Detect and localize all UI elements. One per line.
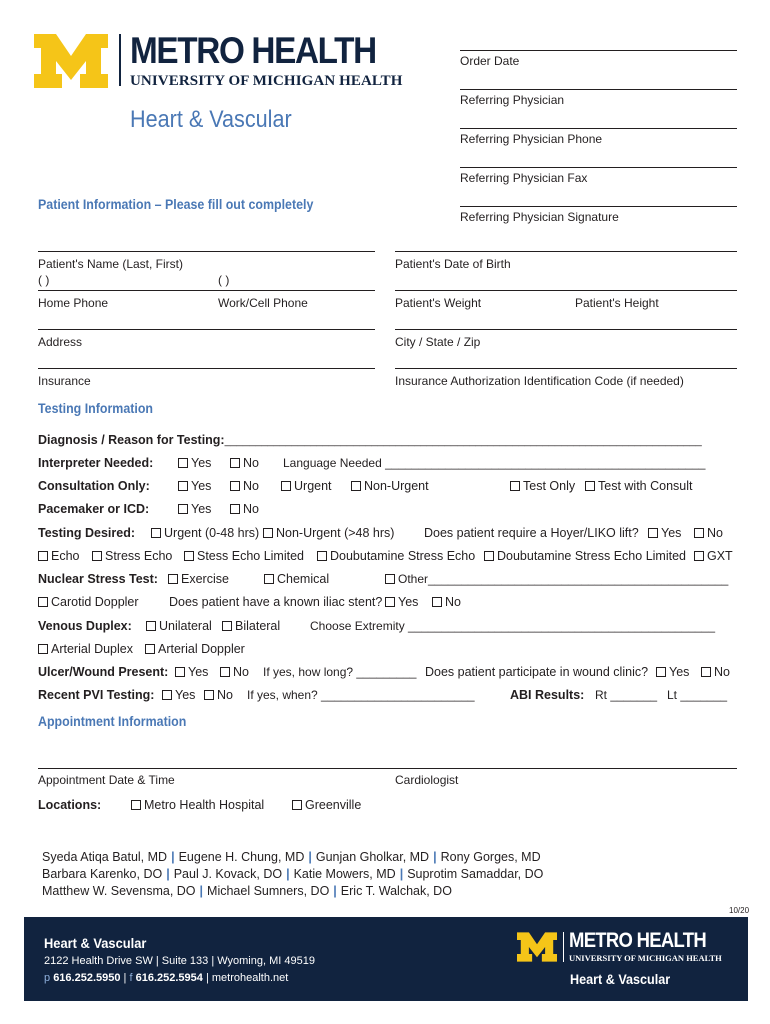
patient-weight-label: Patient's Weight <box>395 296 482 310</box>
footer-banner <box>24 917 748 1001</box>
gxt-option[interactable]: GXT <box>694 549 733 563</box>
pvi-label: Recent PVI Testing: <box>38 688 155 702</box>
iliac-question: Does patient have a known iliac stent? <box>169 595 383 609</box>
footer-contact: p 616.252.5950 | f 616.252.5954 | metrohealth.net <box>44 972 289 984</box>
carotid-doppler-option[interactable]: Carotid Doppler <box>38 595 139 609</box>
footer-sub-brand: UNIVERSITY OF MICHIGAN HEALTH <box>569 953 722 963</box>
test-with-consult-option[interactable]: Test with Consult <box>585 479 692 493</box>
ulcer-yes-option[interactable]: Yes <box>175 665 208 679</box>
checkbox[interactable] <box>432 597 442 607</box>
hoyer-no-option[interactable]: No <box>694 526 723 540</box>
footer-website-link[interactable]: metrohealth.net <box>211 972 289 984</box>
language-field[interactable]: Language Needed ________________________________________________ <box>283 456 706 470</box>
physician-list-row: Matthew W. Sevensma, DO | Michael Sumners, DO | Eric T. Walchak, DO <box>42 884 452 898</box>
checkbox[interactable] <box>131 800 141 810</box>
consultation-yes-option[interactable]: Yes <box>178 479 211 493</box>
block-m-icon <box>517 932 557 962</box>
checkbox[interactable] <box>220 667 230 677</box>
consultation-non-urgent-option[interactable]: Non-Urgent <box>351 479 429 493</box>
location-greenville-option[interactable]: Greenville <box>292 798 361 812</box>
arterial-doppler-option[interactable]: Arterial Doppler <box>145 642 245 656</box>
physician-phone-label: Referring Physician Phone <box>460 132 603 146</box>
testing-section-title: Testing Information <box>38 401 153 416</box>
brand-name: METRO HEALTH <box>130 30 376 71</box>
pacemaker-yes-option[interactable]: Yes <box>178 502 211 516</box>
testing-desired-label: Testing Desired: <box>38 526 136 540</box>
cardiologist-label: Cardiologist <box>395 773 459 787</box>
hoyer-yes-option[interactable]: Yes <box>648 526 681 540</box>
logo-divider <box>119 34 121 86</box>
nuclear-label: Nuclear Stress Test: <box>38 572 158 586</box>
physician-list-row: Syeda Atiqa Batul, MD | Eugene H. Chung, MD | Gunjan Gholkar, MD | Rony Gorges, MD <box>42 850 541 864</box>
work-phone-label: Work/Cell Phone <box>218 296 308 310</box>
consultation-label: Consultation Only: <box>38 479 150 493</box>
physician-fax-label: Referring Physician Fax <box>460 171 588 185</box>
auth-code-label: Insurance Authorization Identification Code (if needed) <box>395 374 684 388</box>
abi-lt-field[interactable]: Lt _______ <box>667 688 728 702</box>
footer-logo-divider <box>563 932 564 962</box>
checkbox[interactable] <box>184 551 194 561</box>
pacemaker-no-option[interactable]: No <box>230 502 259 516</box>
extremity-field[interactable]: Choose Extremity ______________________________________________ <box>310 619 716 633</box>
ulcer-no-option[interactable]: No <box>220 665 249 679</box>
footer-brand: METRO HEALTH <box>569 929 706 952</box>
ulcer-label: Ulcer/Wound Present: <box>38 665 169 679</box>
checkbox[interactable] <box>230 481 240 491</box>
interpreter-no-option[interactable]: No <box>230 456 259 470</box>
checkbox[interactable] <box>178 504 188 514</box>
location-metro-hospital-option[interactable]: Metro Health Hospital <box>131 798 264 812</box>
urgent-hrs-option[interactable]: Urgent (0-48 hrs) <box>151 526 259 540</box>
dobutamine-limited-option[interactable]: Doubutamine Stress Echo Limited <box>484 549 686 563</box>
hoyer-question: Does patient require a Hoyer/LIKO lift? <box>424 526 639 540</box>
checkbox[interactable] <box>585 481 595 491</box>
iliac-yes-option[interactable]: Yes <box>385 595 418 609</box>
checkbox[interactable] <box>162 690 172 700</box>
footer-address: 2122 Health Drive SW | Suite 133 | Wyoming, MI 49519 <box>44 955 315 967</box>
footer-fax: 616.252.5954 <box>135 972 203 984</box>
abi-rt-field[interactable]: Rt _______ <box>595 688 658 702</box>
checkbox[interactable] <box>484 551 494 561</box>
checkbox[interactable] <box>656 667 666 677</box>
checkbox[interactable] <box>694 528 704 538</box>
footer-logo <box>517 932 557 962</box>
diagnosis-label: Diagnosis / Reason for Testing: <box>38 433 225 447</box>
test-only-option[interactable]: Test Only <box>510 479 575 493</box>
iliac-no-option[interactable]: No <box>432 595 461 609</box>
patient-name-label: Patient's Name (Last, First) <box>38 257 183 271</box>
checkbox[interactable] <box>178 458 188 468</box>
footer-phone[interactable]: 616.252.5950 <box>53 972 121 984</box>
ulcer-how-long-field[interactable]: If yes, how long? _________ <box>263 665 417 679</box>
diagnosis-field[interactable]: ______________________________________________________________________________ <box>224 435 702 447</box>
checkbox[interactable] <box>317 551 327 561</box>
pvi-yes-option[interactable]: Yes <box>162 688 195 702</box>
interpreter-yes-option[interactable]: Yes <box>178 456 211 470</box>
consultation-urgent-option[interactable]: Urgent <box>281 479 332 493</box>
physician-list-row: Barbara Karenko, DO | Paul J. Kovack, DO | Katie Mowers, MD | Suprotim Samaddar, DO <box>42 867 544 881</box>
checkbox[interactable] <box>168 574 178 584</box>
checkbox[interactable] <box>92 551 102 561</box>
stress-echo-option[interactable]: Stress Echo <box>92 549 172 563</box>
interpreter-label: Interpreter Needed: <box>38 456 154 470</box>
arterial-duplex-option[interactable]: Arterial Duplex <box>38 642 133 656</box>
checkbox[interactable] <box>146 621 156 631</box>
wound-clinic-yes-option[interactable]: Yes <box>656 665 689 679</box>
pacemaker-label: Pacemaker or ICD: <box>38 502 150 516</box>
checkbox[interactable] <box>175 667 185 677</box>
venous-label: Venous Duplex: <box>38 619 132 633</box>
pvi-no-option[interactable]: No <box>204 688 233 702</box>
echo-option[interactable]: Echo <box>38 549 80 563</box>
checkbox[interactable] <box>38 597 48 607</box>
checkbox[interactable] <box>222 621 232 631</box>
unilateral-option[interactable]: Unilateral <box>146 619 212 633</box>
patient-height-label: Patient's Height <box>575 296 659 310</box>
block-m-icon <box>34 34 108 88</box>
footer-title: Heart & Vascular <box>44 935 147 951</box>
checkbox[interactable] <box>694 551 704 561</box>
checkbox[interactable] <box>230 504 240 514</box>
patient-dob-label: Patient's Date of Birth <box>395 257 511 271</box>
checkbox[interactable] <box>38 551 48 561</box>
logo <box>34 34 108 88</box>
abi-label: ABI Results: <box>510 688 585 702</box>
checkbox[interactable] <box>151 528 161 538</box>
appointment-date-label: Appointment Date & Time <box>38 773 175 787</box>
brand-subtitle: UNIVERSITY OF MICHIGAN HEALTH <box>130 73 403 89</box>
checkbox[interactable] <box>264 574 274 584</box>
checkbox[interactable] <box>38 644 48 654</box>
referring-physician-label: Referring Physician <box>460 93 565 107</box>
appointment-section-title: Appointment Information <box>38 714 187 729</box>
order-date-label: Order Date <box>460 54 520 68</box>
checkbox[interactable] <box>385 574 395 584</box>
other-option[interactable]: Other_____________________________________________ <box>385 572 728 586</box>
pvi-when-field[interactable]: If yes, when? _______________________ <box>247 688 475 702</box>
bilateral-option[interactable]: Bilateral <box>222 619 280 633</box>
home-phone-area-code: ( ) <box>38 273 50 287</box>
non-urgent-hrs-option[interactable]: Non-Urgent (>48 hrs) <box>263 526 394 540</box>
stress-echo-limited-option[interactable]: Stess Echo Limited <box>184 549 304 563</box>
chemical-option[interactable]: Chemical <box>264 572 329 586</box>
checkbox[interactable] <box>263 528 273 538</box>
revision-date: 10/20 <box>729 906 750 915</box>
checkbox[interactable] <box>145 644 155 654</box>
locations-label: Locations: <box>38 798 102 812</box>
city-label: City / State / Zip <box>395 335 481 349</box>
wound-clinic-no-option[interactable]: No <box>701 665 730 679</box>
physician-signature-label: Referring Physician Signature <box>460 210 619 224</box>
checkbox[interactable] <box>292 800 302 810</box>
consultation-no-option[interactable]: No <box>230 479 259 493</box>
checkbox[interactable] <box>648 528 658 538</box>
checkbox[interactable] <box>701 667 711 677</box>
checkbox[interactable] <box>281 481 291 491</box>
checkbox[interactable] <box>385 597 395 607</box>
address-label: Address <box>38 335 83 349</box>
work-phone-area-code: ( ) <box>218 273 230 287</box>
wound-clinic-question: Does patient participate in wound clinic? <box>425 665 649 679</box>
insurance-label: Insurance <box>38 374 91 388</box>
dobutamine-option[interactable]: Doubutamine Stress Echo <box>317 549 475 563</box>
home-phone-label: Home Phone <box>38 296 109 310</box>
checkbox[interactable] <box>510 481 520 491</box>
checkbox[interactable] <box>178 481 188 491</box>
checkbox[interactable] <box>230 458 240 468</box>
exercise-option[interactable]: Exercise <box>168 572 229 586</box>
checkbox[interactable] <box>351 481 361 491</box>
footer-department: Heart & Vascular <box>570 971 671 987</box>
patient-section-title: Patient Information – Please fill out completely <box>38 197 314 212</box>
department-title: Heart & Vascular <box>130 106 292 133</box>
checkbox[interactable] <box>204 690 214 700</box>
